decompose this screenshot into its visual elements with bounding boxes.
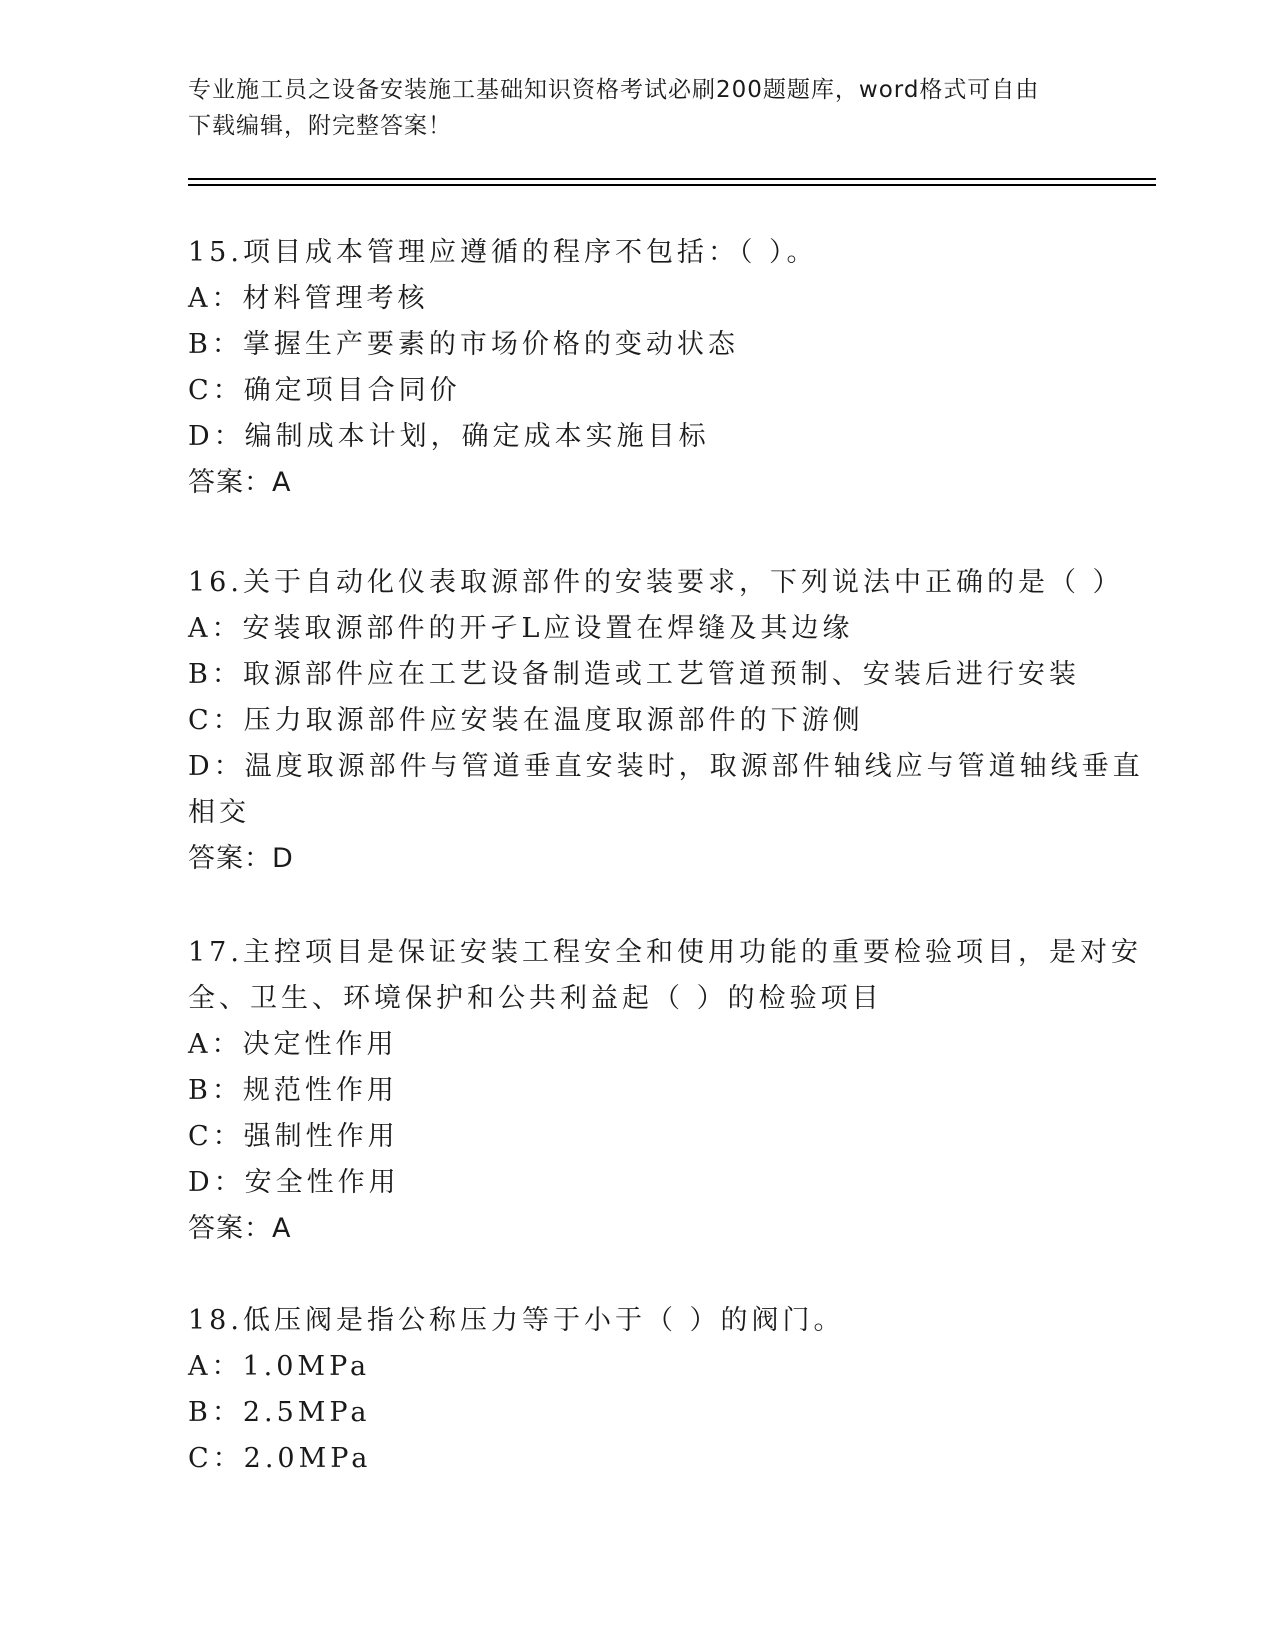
answer: 答案：A [188, 1213, 292, 1244]
option-d: D：编制成本计划，确定成本实施目标 [188, 421, 710, 452]
answer: 答案：D [188, 843, 294, 874]
option-b: B：掌握生产要素的市场价格的变动状态 [188, 329, 739, 360]
question-17 [188, 930, 1142, 1252]
option-a: A：决定性作用 [188, 1029, 398, 1060]
option-b: B：规范性作用 [188, 1075, 398, 1106]
option-d: D：温度取源部件与管道垂直安装时，取源部件轴线应与管道轴线垂直 [188, 751, 1144, 782]
option-c: C：确定项目合同价 [188, 375, 461, 406]
answer: 答案：A [188, 467, 292, 498]
question-16 [188, 560, 1144, 882]
option-a: A：1.0MPa [188, 1351, 371, 1382]
header-line-1: 专业施工员之设备安装施工基础知识资格考试必刷200题题库，word格式可自由 [188, 77, 1040, 103]
question-15 [188, 230, 1088, 506]
question-stem: 17.主控项目是保证安装工程安全和使用功能的重要检验项目，是对安 [188, 937, 1142, 968]
option-c: C：强制性作用 [188, 1121, 399, 1152]
question-stem-continued: 全、卫生、环境保护和公共利益起（ ）的检验项目 [188, 983, 883, 1014]
question-18 [188, 1298, 1088, 1482]
option-a: A：安装取源部件的开孑L应设置在焊缝及其边缘 [188, 613, 854, 644]
option-b: B：2.5MPa [188, 1397, 371, 1428]
header-divider-bottom [188, 184, 1156, 186]
header-line-2: 下载编辑，附完整答案！ [188, 113, 452, 139]
question-stem: 15.项目成本管理应遵循的程序不包括：（ ）。 [188, 237, 818, 268]
option-b: B：取源部件应在工艺设备制造或工艺管道预制、安装后进行安装 [188, 659, 1080, 690]
option-d: D：安全性作用 [188, 1167, 400, 1198]
question-stem: 16.关于自动化仪表取源部件的安装要求，下列说法中正确的是（ ） [188, 567, 1124, 598]
header-divider-top [188, 178, 1156, 180]
option-c: C：2.0MPa [188, 1443, 372, 1474]
option-c: C：压力取源部件应安装在温度取源部件的下游侧 [188, 705, 864, 736]
option-a: A：材料管理考核 [188, 283, 429, 314]
question-stem: 18.低压阀是指公称压力等于小于（ ）的阀门。 [188, 1305, 845, 1336]
document-header [188, 72, 1068, 144]
option-d-continued: 相交 [188, 797, 250, 828]
